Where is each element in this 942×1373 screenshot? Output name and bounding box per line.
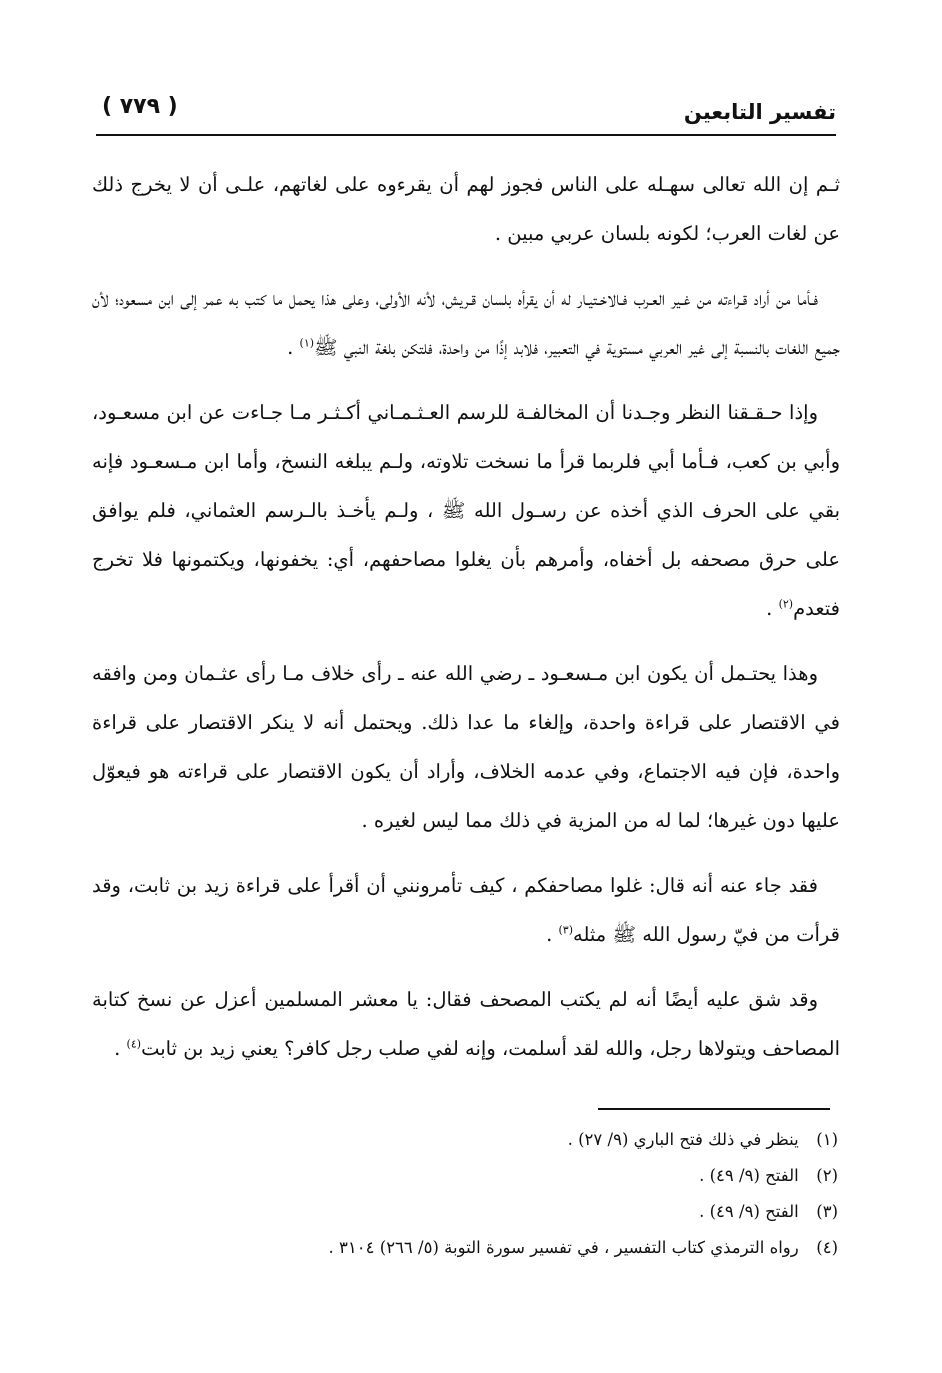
footnote-3 (138, 1194, 838, 1230)
page-number: ( ٧٧٩ ) (102, 94, 178, 119)
footnote-number: (٤) (816, 1238, 838, 1257)
footnote-1 (138, 1122, 838, 1158)
paragraph-6: وقد شق عليه أيضًا أنه لم يكتب المصحف فقال: يا معشر المسلمين أعزل عن نسخ كتابة المصاحف ويتولاها رجل، والله لقد أسلمت، وإنه لفي صلب رجل كافر؟ يعني زيد بن ثابت$^{(٤)}$ . (92, 988, 840, 1060)
footnotes (138, 1122, 838, 1266)
footnote-2 (138, 1158, 838, 1194)
running-header (96, 92, 836, 136)
footnote-number: (٢) (816, 1166, 838, 1185)
footnote-text: الفتح (٩/ ٤٩) . (699, 1202, 799, 1221)
paragraph-3: وإذا حـقـقنا النظر وجـدنا أن المخالفـة للرسم العـثـمـاني أكـثـر مـا جـاءت عن ابن مسعـود، وأبي بن كعب، فـأما أبي فلربما قرأ ما نسخت تلاوته، ولـم يبلغه النسخ، وأما ابن مـسعـود فإنه بقي على الحرف الذي أخذه عن رسـول الله ﷺ ، ولـم يأخـذ بالـرسم العثماني، فلم يوافق على حرق مصحفه بل أخفاه، وأمرهم بأن يغلوا مصاحفهم، أي: يخفونها، ويكتمونها فلا تخرج فتعدم$^{(٢)}$ . (92, 401, 840, 620)
footnote-marker-1[interactable]: (١) (299, 336, 315, 350)
paragraph-5: فقد جاء عنه أنه قال: غلوا مصاحفكم ، كيف تأمرونني أن أقرأ على قراءة زيد بن ثابت، وقد قرأت من فيّ رسول الله ﷺ مثله$^{(٣)}$ . (92, 874, 840, 946)
footnote-marker-4[interactable]: (٤) (126, 1037, 142, 1051)
header-title: تفسير التابعين (683, 100, 836, 124)
paragraph-4: وهذا يحتـمل أن يكون ابن مـسعـود ـ رضي الله عنه ـ رأى خلاف مـا رأى عثـمان ومن وافقه في الاقتصار على قراءة واحدة، وإلغاء ما عدا ذلك. ويحتمل أنه لا ينكر الاقتصار على قراءة واحدة، فإن فيه الاجتماع، وفي عدمه الخلاف، وأراد أن يكون الاقتصار على قراءته هو فيعوّل عليها دون غيرها؛ لما له من المزية في ذلك مما ليس لغيره . (92, 662, 840, 832)
footnote-marker-3[interactable]: (٣) (558, 923, 574, 937)
footnote-number: (١) (816, 1130, 838, 1149)
footnote-text: الفتح (٩/ ٤٩) . (699, 1166, 799, 1185)
footnote-number: (٣) (816, 1202, 838, 1221)
paragraph-2: فـأما من أراد قـراءته من غـير العـرب فـالاخـتيـار له أن يقرأه بلسان قـريش، لأنه الأولى، وعلى هذا يحمل ما كتب به عمر إلى ابن مسعود؛ لأن جميع اللغات بالنسبة إلى غير العربي مستوية في التعبير، فلابد إذًا من واحدة، فلتكن بلغة النبي ﷺ$^{(١)}$ . (92, 287, 840, 359)
footnote-text: ينظر في ذلك فتح الباري (٩/ ٢٧) . (567, 1130, 799, 1149)
paragraph-1: ثـم إن الله تعالى سهـله على الناس فجوز لهم أن يقرءوه على لغاتهم، علـى أن لا يخرج ذلك عن لغات العرب؛ لكونه بلسان عربي مبين . (92, 173, 840, 245)
footnote-marker-2[interactable]: (٢) (778, 597, 794, 611)
footnote-4 (138, 1230, 838, 1266)
body-text (92, 160, 840, 1089)
footnote-separator (598, 1108, 830, 1110)
footnote-text: رواه الترمذي كتاب التفسير ، في تفسير سورة التوبة (٥/ ٢٦٦) ٣١٠٤ . (328, 1238, 799, 1257)
